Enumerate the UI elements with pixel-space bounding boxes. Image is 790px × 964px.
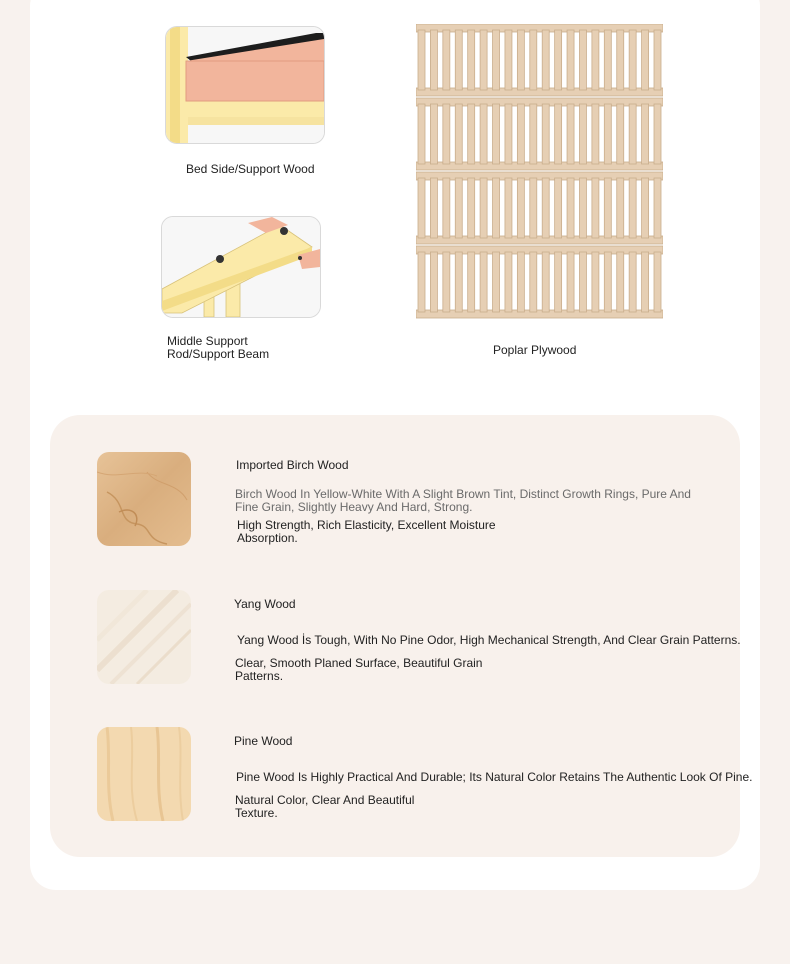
slat — [642, 30, 649, 90]
slat — [642, 104, 649, 164]
slat — [567, 104, 574, 164]
slat — [480, 178, 487, 238]
slat — [567, 252, 574, 312]
slat — [455, 30, 462, 90]
slat-rail — [416, 88, 663, 96]
slat — [629, 252, 636, 312]
slat — [430, 104, 437, 164]
slat — [430, 178, 437, 238]
slat — [617, 104, 624, 164]
slat — [468, 252, 475, 312]
slat — [642, 178, 649, 238]
birch-grain-texture — [97, 452, 191, 546]
slat — [567, 30, 574, 90]
plywood-slats-illustration — [416, 24, 663, 320]
slat — [517, 30, 524, 90]
slat — [555, 252, 562, 312]
slat — [517, 252, 524, 312]
slat — [517, 178, 524, 238]
yang-wood-description: Yang Wood İs Tough, With No Pine Odor, High Mechanical Strength, And Clear Grain Patterns. — [237, 633, 741, 647]
yang-grain-texture — [97, 590, 191, 684]
slat-rail — [416, 162, 663, 170]
slat — [542, 30, 549, 90]
slat — [555, 178, 562, 238]
slat — [542, 252, 549, 312]
slat — [629, 104, 636, 164]
slat — [592, 104, 599, 164]
slat — [493, 252, 500, 312]
slat — [493, 30, 500, 90]
bed-side-support-wood-image — [165, 26, 325, 144]
birch-wood-feature: High Strength, Rich Elasticity, Excellent Moisture Absorption. — [237, 518, 496, 545]
slat — [592, 30, 599, 90]
slat — [617, 252, 624, 312]
slat — [505, 252, 512, 312]
slat — [455, 104, 462, 164]
slat — [654, 178, 661, 238]
slat — [468, 104, 475, 164]
slat — [443, 30, 450, 90]
slat — [604, 30, 611, 90]
birch-wood-description: Birch Wood In Yellow-White With A Slight Brown Tint, Distinct Growth Rings, Pure And Fine Grain, Slightly Heavy And Hard, Strong. — [235, 487, 691, 514]
pine-grain-texture — [97, 727, 191, 821]
middle-support-beam-label: Middle Support Rod/Support Beam — [167, 334, 270, 361]
slat — [555, 104, 562, 164]
bed-side-support-wood-label: Bed Side/Support Wood — [186, 162, 315, 176]
slat — [654, 252, 661, 312]
slat-rail — [416, 310, 663, 318]
slat — [480, 252, 487, 312]
slat — [517, 104, 524, 164]
slat — [654, 104, 661, 164]
slat — [579, 30, 586, 90]
pine-wood-title: Pine Wood — [234, 734, 293, 748]
slat-rail — [416, 24, 663, 32]
slat — [654, 30, 661, 90]
slat — [468, 178, 475, 238]
slat — [530, 30, 537, 90]
middle-support-beam-image — [161, 216, 321, 318]
slat — [617, 178, 624, 238]
slat — [468, 30, 475, 90]
birch-wood-swatch — [97, 452, 191, 546]
slat — [542, 104, 549, 164]
slat — [579, 178, 586, 238]
slat — [567, 178, 574, 238]
support-wood-illustration — [166, 27, 324, 143]
slat — [493, 178, 500, 238]
slat — [592, 252, 599, 312]
support-beam-illustration — [162, 217, 320, 317]
slat — [505, 104, 512, 164]
slat — [530, 178, 537, 238]
slat — [604, 178, 611, 238]
poplar-plywood-label: Poplar Plywood — [493, 343, 577, 357]
yang-wood-title: Yang Wood — [234, 597, 296, 611]
slat — [505, 178, 512, 238]
slat — [455, 178, 462, 238]
slat — [642, 252, 649, 312]
slat — [604, 252, 611, 312]
slat — [455, 252, 462, 312]
pine-wood-description: Pine Wood Is Highly Practical And Durable; Its Natural Color Retains The Authentic Look Of Pine. — [236, 770, 753, 784]
slat — [418, 104, 425, 164]
slat — [505, 30, 512, 90]
slat — [493, 104, 500, 164]
slat — [530, 252, 537, 312]
slat — [418, 30, 425, 90]
poplar-plywood-image — [416, 24, 663, 320]
slat — [530, 104, 537, 164]
slat — [592, 178, 599, 238]
slat — [629, 30, 636, 90]
slat — [443, 252, 450, 312]
slat — [629, 178, 636, 238]
yang-wood-feature: Clear, Smooth Planed Surface, Beautiful Grain Patterns. — [235, 656, 483, 683]
pine-wood-swatch — [97, 727, 191, 821]
slat — [480, 30, 487, 90]
slat-rail — [416, 98, 663, 106]
slat — [430, 252, 437, 312]
slat — [430, 30, 437, 90]
slat — [418, 178, 425, 238]
slat-rail — [416, 236, 663, 244]
slat — [443, 178, 450, 238]
yang-wood-swatch — [97, 590, 191, 684]
slat — [617, 30, 624, 90]
slat — [418, 252, 425, 312]
slat — [579, 104, 586, 164]
slat — [555, 30, 562, 90]
slat — [579, 252, 586, 312]
pine-wood-feature: Natural Color, Clear And Beautiful Texture. — [235, 793, 415, 820]
slat — [604, 104, 611, 164]
slat — [480, 104, 487, 164]
slat-rail — [416, 172, 663, 180]
birch-wood-title: Imported Birch Wood — [236, 458, 349, 472]
slat — [542, 178, 549, 238]
slat-rail — [416, 246, 663, 254]
materials-panel — [50, 415, 753, 857]
slat — [443, 104, 450, 164]
